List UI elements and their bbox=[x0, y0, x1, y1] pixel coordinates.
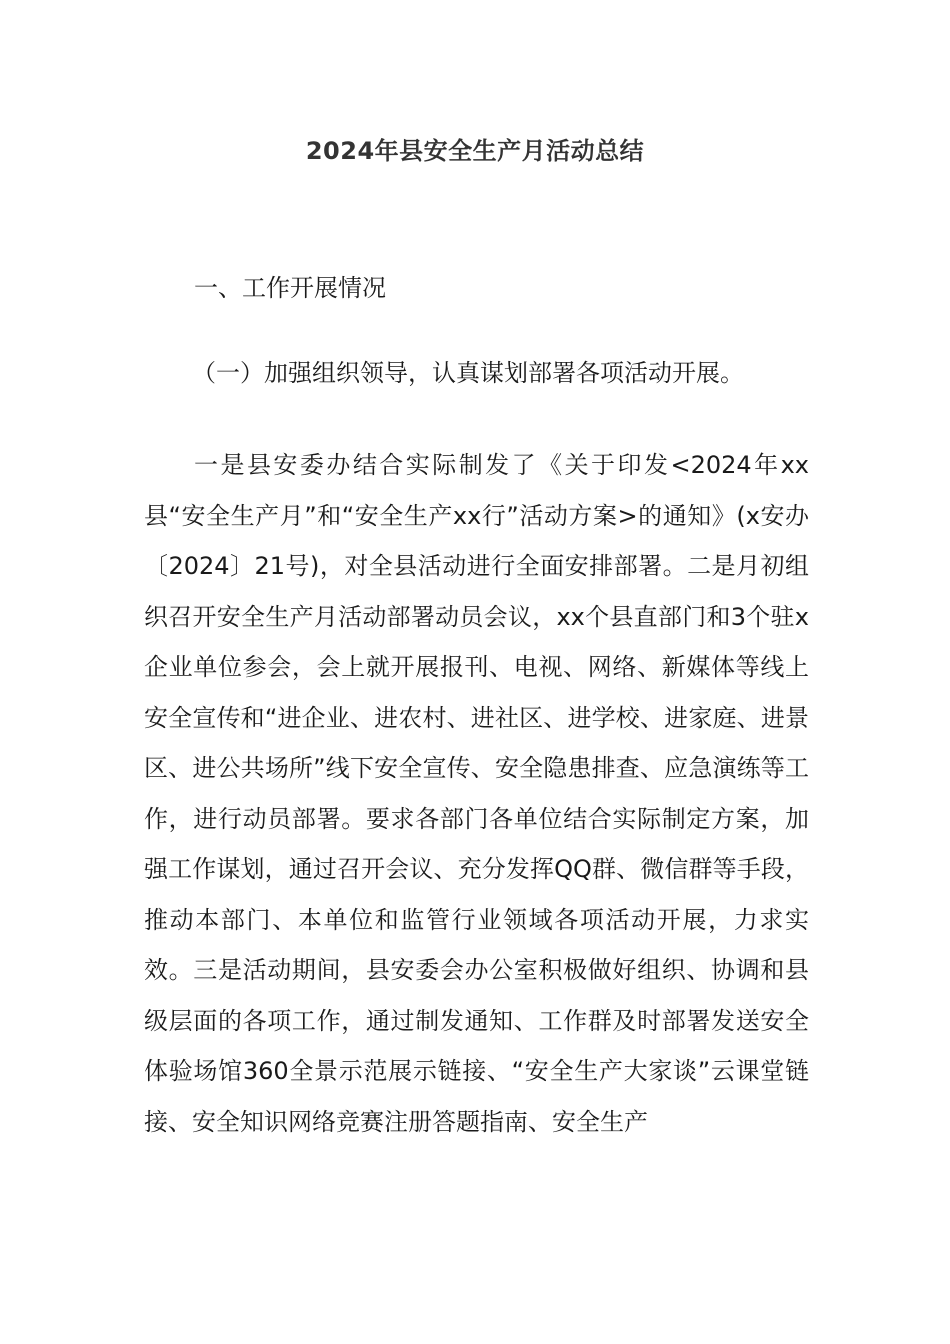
subsection-heading: （一）加强组织领导，认真谋划部署各项活动开展。 bbox=[192, 359, 744, 387]
document-title: 2024年县安全生产月活动总结 bbox=[305, 137, 645, 165]
section-heading: 一、工作开展情况 bbox=[194, 274, 386, 302]
body-paragraph: 一是县安委办结合实际制发了《关于印发<2024年xx县“安全生产月”和“安全生产xx行”活动方案>的通知》(x安办〔2024〕21号)，对全县活动进行全面安排部署。二是月初组织召开安全生产月活动部署动员会议，xx个县直部门和3个驻x企业单位参会，会上就开展报刊、电视、网络、新媒体等线上安全宣传和“进企业、进农村、进社区、进学校、进家庭、进景区、进公共场所”线下安全宣传、安全隐患排查、应急演练等工作，进行动员部署。要求各部门各单位结合实际制定方案，加强工作谋划，通过召开会议、充分发挥QQ群、微信群等手段，推动本部门、本单位和监管行业领域各项活动开展，力求实效。三是活动期间，县安委会办公室积极做好组织、协调和县级层面的各项工作，通过制发通知、工作群及时部署发送安全体验场馆360全景示范展示链接、“安全生产大家谈”云课堂链接、安全知识网络竞赛注册答题指南、安全生产 bbox=[144, 451, 809, 1136]
